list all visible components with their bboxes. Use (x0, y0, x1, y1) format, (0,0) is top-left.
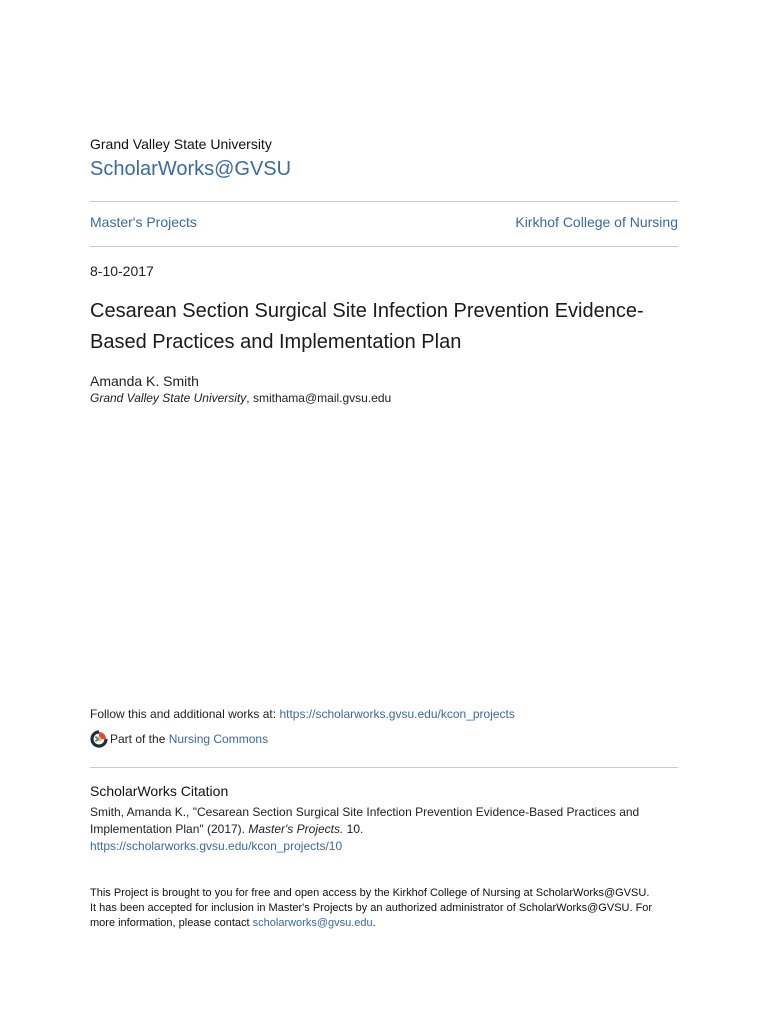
notice-line-2: It has been accepted for inclusion in Master's Projects by an authorized administrator of ScholarWorks@GVSU. For (90, 902, 653, 914)
digital-commons-network-icon (90, 730, 108, 748)
top-divider (90, 201, 678, 202)
citation-heading: ScholarWorks Citation (90, 783, 229, 799)
contact-email-link[interactable]: scholarworks@gvsu.edu (252, 917, 373, 929)
notice-line-1: This Project is brought to you for free and open access by the Kirkhof College of Nursing at ScholarWorks@GVSU. (90, 887, 650, 899)
author-affiliation (90, 391, 391, 405)
nursing-commons-link[interactable]: Nursing Commons (168, 732, 269, 746)
citation-line-2-suffix: 10. (343, 822, 364, 836)
author-email: , smithama@mail.gvsu.edu (246, 391, 392, 405)
access-notice (90, 886, 690, 931)
repository-link[interactable]: ScholarWorks@GVSU (90, 158, 292, 180)
notice-line-3 (90, 916, 690, 931)
part-of-line (90, 730, 268, 748)
citation-line-2-prefix: Implementation Plan" (2017). (90, 822, 249, 836)
author-name: Amanda K. Smith (90, 373, 199, 389)
citation-url-link[interactable]: https://scholarworks.gvsu.edu/kcon_projects/10 (90, 839, 343, 853)
title-line-2: Based Practices and Implementation Plan (90, 331, 462, 353)
title-line-1: Cesarean Section Surgical Site Infection Prevention Evidence- (90, 300, 644, 322)
citation-series: Master's Projects. (248, 822, 344, 836)
college-link[interactable]: Kirkhof College of Nursing (515, 214, 678, 230)
follow-prefix: Follow this and additional works at: (90, 707, 280, 721)
notice-line-3-suffix: . (372, 917, 376, 929)
document-title (90, 296, 690, 358)
nav-divider (90, 246, 678, 247)
citation-body (90, 804, 690, 855)
collection-url-link[interactable]: https://scholarworks.gvsu.edu/kcon_projects (279, 707, 515, 721)
institution-name: Grand Valley State University (90, 136, 272, 152)
series-link[interactable]: Master's Projects (90, 214, 197, 230)
publication-date: 8-10-2017 (90, 263, 154, 279)
affiliation-name: Grand Valley State University (90, 391, 247, 405)
follow-line (90, 707, 515, 721)
notice-line-3-prefix: more information, please contact (90, 917, 253, 929)
citation-line-1: Smith, Amanda K., "Cesarean Section Surgical Site Infection Prevention Evidence-Based Practices and (90, 805, 640, 819)
citation-divider (90, 767, 678, 768)
part-of-prefix: Part of the (110, 732, 169, 746)
citation-line-2 (90, 821, 690, 838)
